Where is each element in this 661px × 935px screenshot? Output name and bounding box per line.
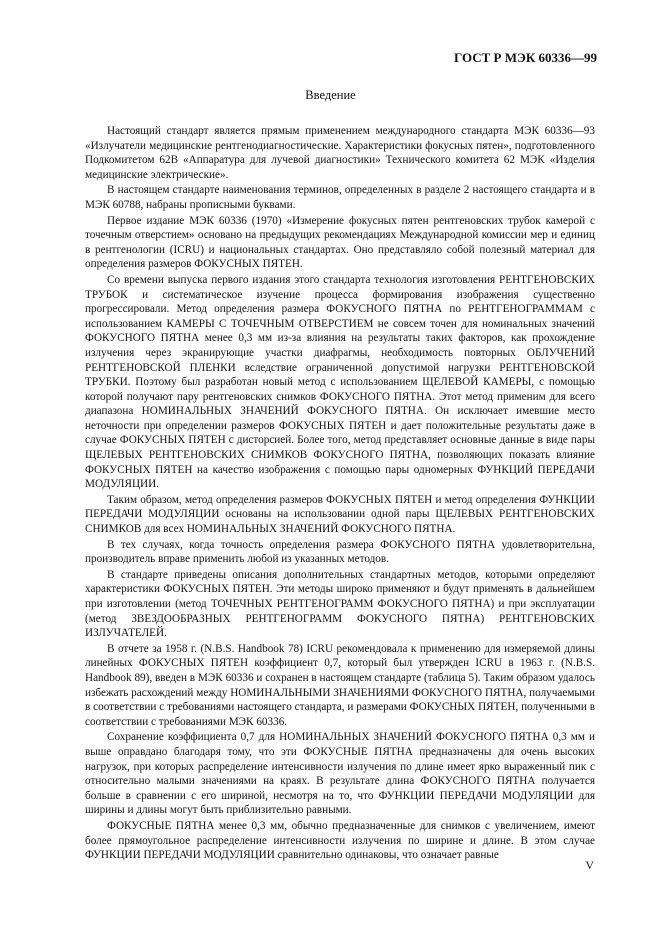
paragraph: Первое издание МЭК 60336 (1970) «Измерение фокусных пятен рентгеновских трубок камерой с точечным отверстием» основано на предыдущих рекомендациях Международной комиссии мер и единиц в рентгенологии (ICRU) и национальных стандартах. Оно представляло собой полезный материал для определения размеров ФОКУСНЫХ ПЯТЕН.	[85, 214, 595, 271]
page-number: V	[585, 858, 594, 872]
paragraph: Со времени выпуска первого издания этого стандарта технология изготовления РЕНТГЕНОВСКИХ ТРУБОК и систематическое изучение процесса формирования изображения существенно прогрессировали. Метод определения размера ФОКУСНОГО ПЯТНА по РЕНТГЕНОГРАММАМ с использованием КАМЕРЫ С ТОЧЕЧНЫМ ОТВЕРСТИЕМ не совсем точен для номинальных значений ФОКУСНОГО ПЯТНА менее 0,3 мм из-за влияния на результаты таких факторов, как прохождение излучения через экранирующие участки диафрагмы, необходимость повторных ОБЛУЧЕНИЙ РЕНТГЕНОВСКОЙ ПЛЕНКИ вследствие ограниченной допустимой нагрузки РЕНТГЕНОВСКОЙ ТРУБКИ. Поэтому был разработан новый метод с использованием ЩЕЛЕВОЙ КАМЕРЫ, с помощью которой получают пару рентгеновских снимков ФОКУСНОГО ПЯТНА. Этот метод применим для всего диапазона НОМИНАЛЬНЫХ ЗНАЧЕНИЙ ФОКУСНОГО ПЯТНА. Он исключает имевшие место неточности при определении размеров ФОКУСНЫХ ПЯТЕН и дает положительные результаты даже в случае ФОКУСНЫХ ПЯТЕН с дисторсией. Более того, метод представляет основные данные в виде пары ЩЕЛЕВЫХ РЕНТГЕНОВСКИХ СНИМКОВ ФОКУСНОГО ПЯТНА, позволяющих показать влияние ФОКУСНЫХ ПЯТЕН на качество изображения с помощью пары одномерных ФУНКЦИЙ ПЕРЕДАЧИ МОДУЛЯЦИИ.	[85, 273, 595, 491]
paragraph: В тех случаях, когда точность определения размера ФОКУСНОГО ПЯТНА удовлетворительна, производитель вправе применить любой из указанных методов.	[85, 538, 595, 566]
document-body	[85, 124, 595, 863]
section-title: Введение	[305, 88, 356, 102]
document-header: ГОСТ Р МЭК 60336—99	[454, 50, 597, 65]
paragraph: ФОКУСНЫЕ ПЯТНА менее 0,3 мм, обычно предназначенные для снимков с увеличением, имеют более прямоугольное распределение интенсивности излучения по ширине и длине. В этом случае ФУНКЦИИ ПЕРЕДАЧИ МОДУЛЯЦИИ сравнительно одинаковы, что означает равные	[85, 819, 595, 862]
paragraph: В настоящем стандарте наименования терминов, определенных в разделе 2 настоящего стандарта и в МЭК 60788, набраны прописными буквами.	[85, 184, 595, 211]
paragraph: Сохранение коэффициента 0,7 для НОМИНАЛЬНЫХ ЗНАЧЕНИЙ ФОКУСНОГО ПЯТНА 0,3 мм и выше оправдано благодаря тому, что эти ФОКУСНЫЕ ПЯТНА предназначены для очень высоких нагрузок, при которых распределение интенсивности излучения по длине имеет ярко выраженный пик с относительно малыми значениями на краях. В результате длина ФОКУСНОГО ПЯТНА получается больше в сравнении с его шириной, несмотря на то, что ФУНКЦИИ ПЕРЕДАЧИ МОДУЛЯЦИИ для ширины и длины могут быть приблизительно равными.	[85, 731, 595, 817]
paragraph: В отчете за 1958 г. (N.B.S. Handbook 78) ICRU рекомендовала к применению для измеряемой длины линейных ФОКУСНЫХ ПЯТЕН коэффициент 0,7, который был утвержден ICRU в 1963 г. (N.B.S. Handbook 89), введен в МЭК 60336 и сохранен в настоящем стандарте (таблица 5). Таким образом удалось избежать расхождений между НОМИНАЛЬНЫМИ ЗНАЧЕНИЯМИ ФОКУСНОГО ПЯТНА, получаемыми в соответствии с требованиями настоящего стандарта, и размерами ФОКУСНЫХ ПЯТЕН, полученными в соответствии с требованиями МЭК 60336.	[85, 642, 595, 728]
paragraph: Таким образом, метод определения размеров ФОКУСНЫХ ПЯТЕН и метод определения ФУНКЦИИ ПЕРЕДАЧИ МОДУЛЯЦИИ основаны на использовании одной пары ЩЕЛЕВЫХ РЕНТГЕНОВСКИХ СНИМКОВ для всех НОМИНАЛЬНЫХ ЗНАЧЕНИЙ ФОКУСНОГО ПЯТНА.	[85, 493, 595, 536]
paragraph: В стандарте приведены описания дополнительных стандартных методов, которыми определяют характеристики ФОКУСНЫХ ПЯТЕН. Эти методы широко применяют и будут применять в дальнейшем при изготовлении (метод ТОЧЕЧНЫХ РЕНТГЕНОГРАММ ФОКУСНОГО ПЯТНА) и при эксплуатации (метод ЗВЕЗДООБРАЗНЫХ РЕНТГЕНОГРАММ ФОКУСНОГО ПЯТНА) РЕНТГЕНОВСКИХ ИЗЛУЧАТЕЛЕЙ.	[85, 568, 595, 640]
paragraph: Настоящий стандарт является прямым применением международного стандарта МЭК 60336—93 «Излучатели медицинские рентгенодиагностические. Характеристики фокусных пятен», подготовленного Подкомитетом 62В «Аппаратура для лучевой диагностики» Технического комитета 62 МЭК «Изделия медицинские электрические».	[85, 125, 595, 181]
